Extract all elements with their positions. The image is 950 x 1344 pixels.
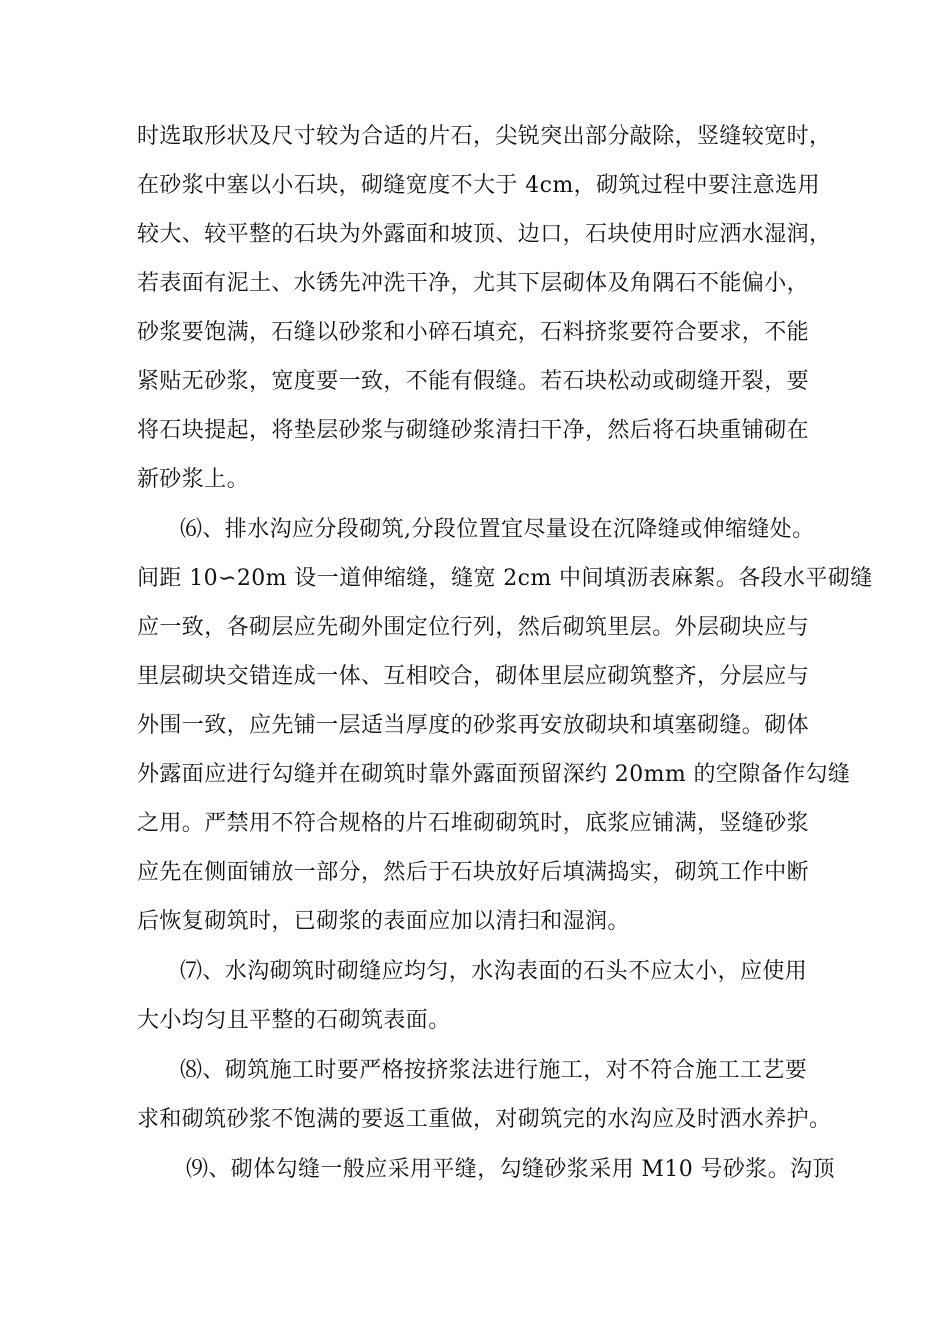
- text-line: 在砂浆中塞以小石块，砌缝宽度不大于 4cm，砌筑过程中要注意选用: [137, 173, 820, 198]
- text-line: 间距 10∽20m 设一道伸缩缝，缝宽 2cm 中间填沥表麻絮。各段水平砌缝: [137, 566, 873, 591]
- text-line: 将石块提起，将垫层砂浆与砌缝砂浆清扫干净，然后将石块重铺砌在: [137, 418, 810, 443]
- text-line: 应一致，各砌层应先砌外围定位行列，然后砌筑里层。外层砌块应与: [137, 615, 810, 640]
- text-line: 外围一致，应先铺一层适当厚度的砂浆再安放砌块和填塞砌缝。砌体: [137, 713, 810, 738]
- paragraph-9-first-line: ⑼、砌体勾缝一般应采用平缝，勾缝砂浆采用 M10 号砂浆。沟顶: [186, 1157, 835, 1182]
- paragraph-8-first-line: ⑻、砌筑施工时要严格按挤浆法进行施工，对不符合施工工艺要: [180, 1058, 808, 1083]
- text-line: 外露面应进行勾缝并在砌筑时靠外露面预留深约 20mm 的空隙备作勾缝: [137, 762, 851, 787]
- text-line: 求和砌筑砂浆不饱满的要返工重做，对砌筑完的水沟应及时洒水养护。: [137, 1107, 832, 1132]
- text-line: 时选取形状及尺寸较为合适的片石，尖锐突出部分敲除，竖缝较宽时，: [137, 124, 832, 149]
- text-line: 若表面有泥土、水锈先冲洗干净，尤其下层砌体及角隅石不能偏小，: [137, 271, 810, 296]
- text-line: 后恢复砌筑时，已砌浆的表面应加以清扫和湿润。: [137, 909, 630, 934]
- text-line: 里层砌块交错连成一体、互相咬合，砌体里层应砌筑整齐，分层应与: [137, 664, 810, 689]
- text-line: 大小均匀且平整的石砌筑表面。: [137, 1008, 451, 1033]
- paragraph-6-first-line: ⑹、排水沟应分段砌筑,分段位置宜尽量设在沉降缝或伸缩缝处。: [180, 517, 815, 542]
- text-line: 之用。严禁用不符合规格的片石堆砌砌筑时，底浆应铺满，竖缝砂浆: [137, 811, 810, 836]
- text-line: 紧贴无砂浆，宽度要一致，不能有假缝。若石块松动或砌缝开裂，要: [137, 369, 810, 394]
- text-line: 新砂浆上。: [137, 467, 250, 492]
- paragraph-7-first-line: ⑺、水沟砌筑时砌缝应均匀，水沟表面的石头不应太小，应使用: [180, 959, 808, 984]
- text-line: 较大、较平整的石块为外露面和坡顶、边口，石块使用时应洒水湿润，: [137, 222, 832, 247]
- text-line: 砂浆要饱满，石缝以砂浆和小碎石填充，石料挤浆要符合要求，不能: [137, 320, 810, 345]
- text-line: 应先在侧面铺放一部分，然后于石块放好后填满捣实，砌筑工作中断: [137, 860, 810, 885]
